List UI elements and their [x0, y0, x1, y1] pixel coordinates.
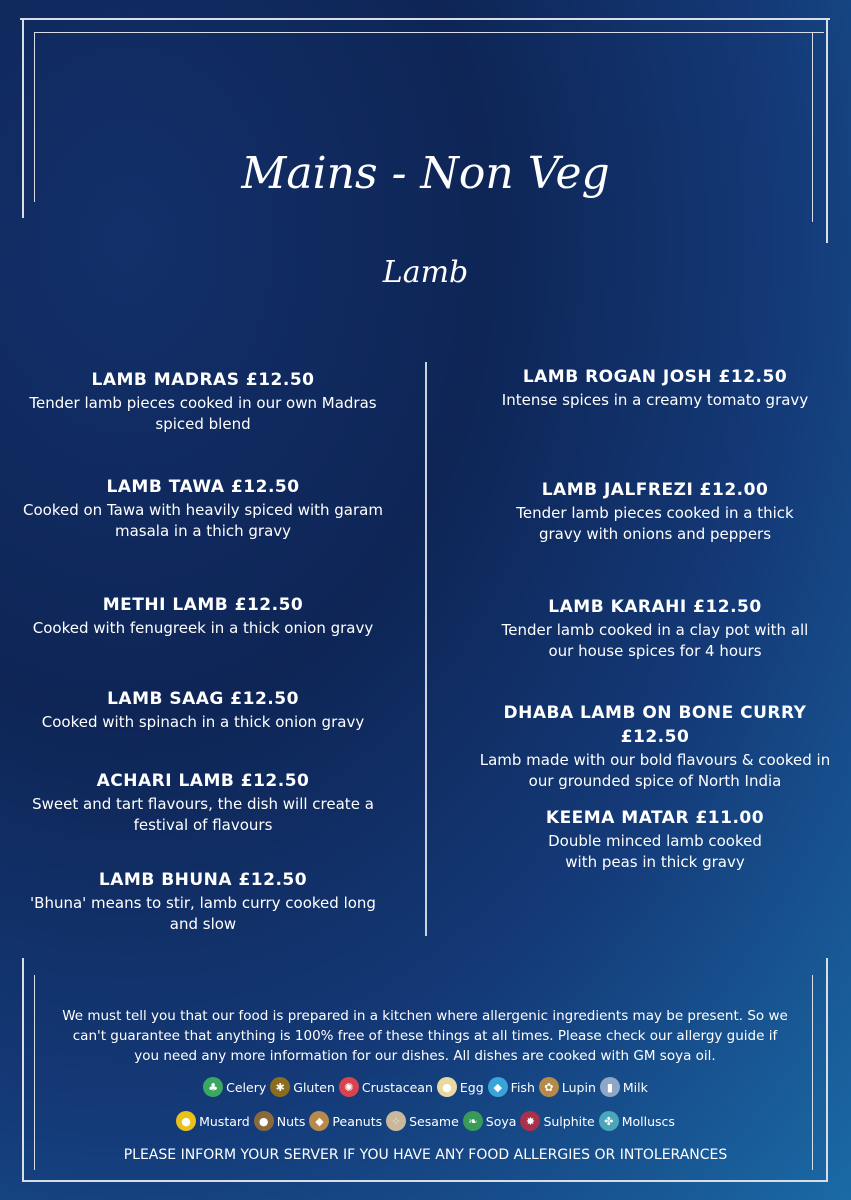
- allergen-egg: [437, 1077, 484, 1097]
- allergen-row: [0, 1111, 851, 1131]
- menu-item-desc: Double minced lamb cooked with peas in thick gravy: [548, 832, 762, 871]
- menu-item-desc: 'Bhuna' means to stir, lamb curry cooked long and slow: [30, 894, 376, 933]
- fish-icon: ◆: [488, 1077, 508, 1097]
- lupin-icon: ✿: [539, 1077, 559, 1097]
- molluscs-icon: ✤: [599, 1111, 619, 1131]
- egg-icon: ●: [437, 1077, 457, 1097]
- allergen-fish: [488, 1077, 535, 1097]
- menu-item: [20, 687, 386, 733]
- menu-item-desc: Tender lamb pieces cooked in a thick gravy with onions and peppers: [516, 504, 794, 543]
- allergen-label: Mustard: [199, 1113, 250, 1129]
- menu-item-name: LAMB BHUNA £12.50: [98, 870, 308, 890]
- soya-icon: ❧: [463, 1111, 483, 1131]
- celery-icon: ♣: [203, 1077, 223, 1097]
- allergen-row: [0, 1077, 851, 1097]
- menu-item-name: DHABA LAMB ON BONE CURRY £12.50: [503, 703, 807, 747]
- nuts-icon: ●: [254, 1111, 274, 1131]
- milk-icon: ▮: [600, 1077, 620, 1097]
- menu-item: [470, 478, 840, 545]
- column-divider: [425, 362, 427, 936]
- allergen-label: Nuts: [276, 1113, 306, 1129]
- allergy-notice: We must tell you that our food is prepared in a kitchen where allergenic ingredients may be present. So we can't guarantee that anything is 100% free of these things at all times. Please check our allergy guide if you need any more information for our dishes. All dishes are cooked with GM soya oil.: [62, 1008, 788, 1064]
- allergen-label: Gluten: [293, 1079, 335, 1095]
- menu-item-name: LAMB KARAHI £12.50: [548, 597, 762, 617]
- allergen-label: Egg: [459, 1079, 484, 1095]
- menu-item-name: LAMB ROGAN JOSH £12.50: [522, 367, 788, 387]
- allergen-label: Molluscs: [621, 1113, 675, 1129]
- allergen-nuts: [254, 1111, 306, 1131]
- menu-item: [20, 368, 386, 435]
- sesame-icon: ⁘: [386, 1111, 406, 1131]
- allergen-celery: [203, 1077, 266, 1097]
- allergen-molluscs: [599, 1111, 675, 1131]
- allergy-footer: PLEASE INFORM YOUR SERVER IF YOU HAVE ANY FOOD ALLERGIES OR INTOLERANCES: [123, 1147, 728, 1163]
- allergen-label: Soya: [485, 1113, 517, 1129]
- menu-item-name: LAMB TAWA £12.50: [106, 477, 300, 497]
- allergen-milk: [600, 1077, 648, 1097]
- menu-item: [20, 593, 386, 639]
- allergen-label: Milk: [622, 1079, 648, 1095]
- menu-item: [470, 365, 840, 411]
- allergen-label: Lupin: [561, 1079, 596, 1095]
- menu-item-desc: Tender lamb pieces cooked in our own Madras spiced blend: [29, 394, 377, 433]
- menu-item-name: LAMB SAAG £12.50: [107, 689, 299, 709]
- menu-item-name: METHI LAMB £12.50: [102, 595, 304, 615]
- mustard-icon: ●: [176, 1111, 196, 1131]
- allergen-soya: [463, 1111, 517, 1131]
- menu-item-desc: Intense spices in a creamy tomato gravy: [501, 391, 809, 409]
- allergen-mustard: [176, 1111, 250, 1131]
- sulphite-icon: ✸: [520, 1111, 540, 1131]
- allergen-label: Celery: [226, 1079, 267, 1095]
- gluten-icon: ✱: [270, 1077, 290, 1097]
- menu-item-desc: Lamb made with our bold flavours & cooked in our grounded spice of North India: [479, 751, 831, 790]
- menu-item-desc: Tender lamb cooked in a clay pot with all our house spices for 4 hours: [501, 621, 809, 660]
- allergen-sesame: [386, 1111, 459, 1131]
- section-subtitle: Lamb: [382, 255, 469, 290]
- menu-item-name: LAMB JALFREZI £12.00: [541, 480, 769, 500]
- menu-item-desc: Cooked on Tawa with heavily spiced with garam masala in a thich gravy: [23, 501, 383, 540]
- menu-item-desc: Cooked with spinach in a thick onion gravy: [41, 713, 365, 731]
- allergen-crustacean: [339, 1077, 433, 1097]
- menu-item-name: KEEMA MATAR £11.00: [545, 808, 765, 828]
- peanuts-icon: ◆: [309, 1111, 329, 1131]
- menu-item: [20, 475, 386, 542]
- menu-item: [20, 868, 386, 935]
- menu-item-name: LAMB MADRAS £12.50: [91, 370, 315, 390]
- menu-item-desc: Cooked with fenugreek in a thick onion gravy: [32, 619, 374, 637]
- allergen-label: Crustacean: [361, 1079, 433, 1095]
- allergen-sulphite: [520, 1111, 594, 1131]
- menu-item: [470, 806, 840, 873]
- allergen-label: Peanuts: [332, 1113, 383, 1129]
- menu-item: [470, 595, 840, 662]
- page-title: Mains - Non Veg: [241, 148, 610, 199]
- allergen-peanuts: [309, 1111, 382, 1131]
- allergen-label: Sulphite: [543, 1113, 595, 1129]
- menu-item-name: ACHARI LAMB £12.50: [96, 771, 310, 791]
- allergen-gluten: [270, 1077, 335, 1097]
- allergen-label: Fish: [510, 1079, 535, 1095]
- allergen-label: Sesame: [409, 1113, 459, 1129]
- crustacean-icon: ✺: [339, 1077, 359, 1097]
- allergen-lupin: [539, 1077, 596, 1097]
- menu-item: [470, 701, 840, 792]
- menu-item-desc: Sweet and tart flavours, the dish will create a festival of flavours: [32, 795, 374, 834]
- menu-item: [20, 769, 386, 836]
